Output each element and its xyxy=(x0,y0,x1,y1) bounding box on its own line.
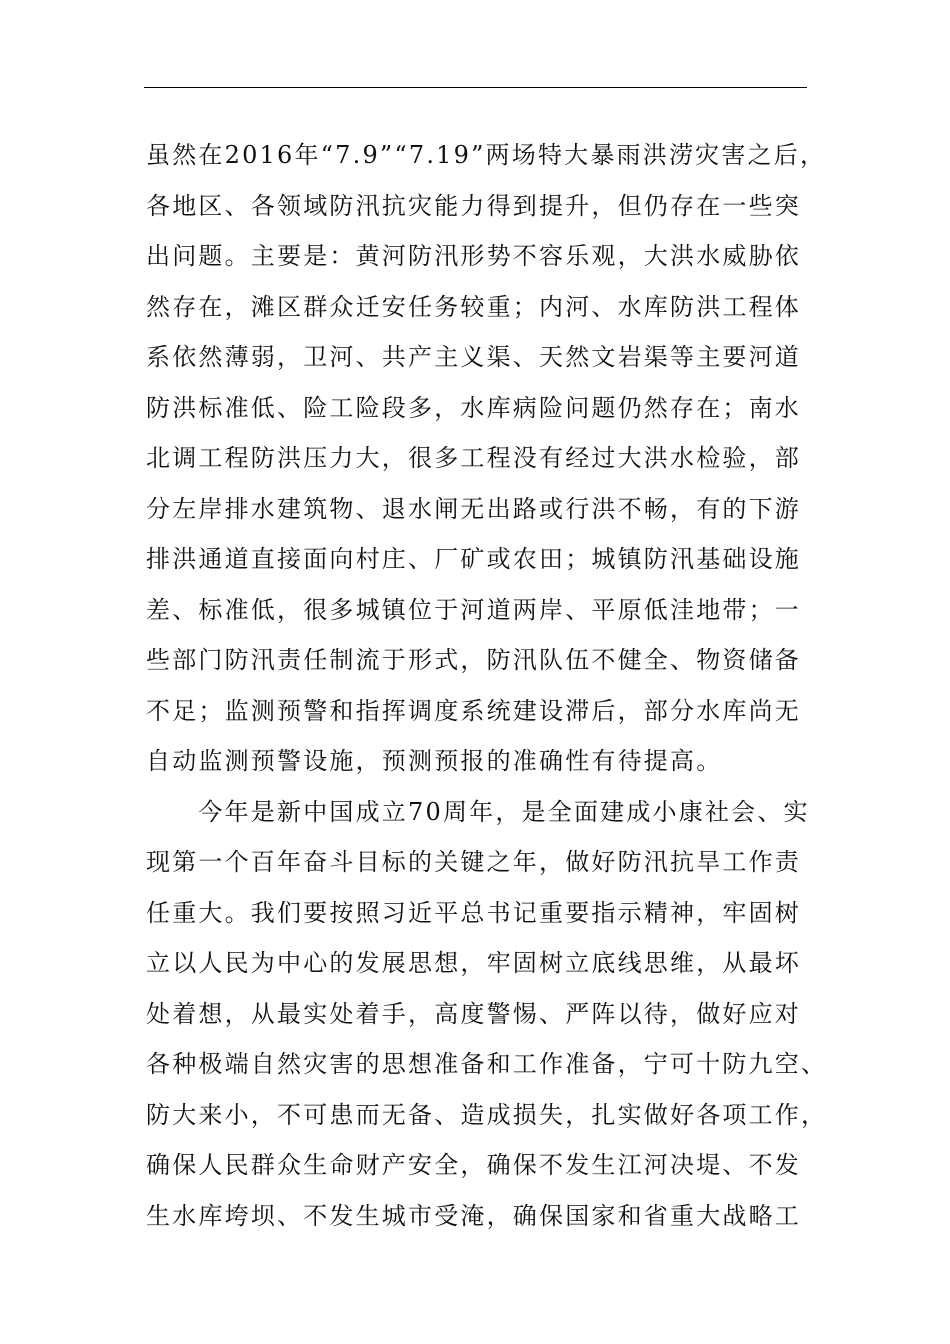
text-line: 分左岸排水建筑物、退水闸无出路或行洪不畅，有的下游 xyxy=(146,494,801,523)
text-line: 不足；监测预警和指挥调度系统建设滞后，部分水库尚无 xyxy=(146,696,801,725)
header-rule xyxy=(144,87,807,88)
text-line: 然存在，滩区群众迁安任务较重；内河、水库防洪工程体 xyxy=(146,292,801,321)
text-line: 立以人民为中心的发展思想，牢固树立底线思维，从最坏 xyxy=(146,949,801,977)
document-body xyxy=(146,130,828,1241)
text-line: 防大来小，不可患而无备、造成损失，扎实做好各项工作， xyxy=(146,1100,828,1129)
text-line: 虽然在2016年“7.9”“7.19”两场特大暴雨洪涝灾害之后， xyxy=(146,141,827,169)
text-line: 各地区、各领域防汛抗灾能力得到提升，但仍存在一些突 xyxy=(146,191,801,220)
text-line: 今年是新中国成立70周年，是全面建成小康社会、实 xyxy=(146,797,810,826)
text-line: 系依然薄弱，卫河、共产主义渠、天然文岩渠等主要河道 xyxy=(146,343,801,371)
text-line: 排洪通道直接面向村庄、厂矿或农田；城镇防汛基础设施 xyxy=(146,545,801,573)
text-line: 差、标准低，很多城镇位于河道两岸、平原低洼地带；一 xyxy=(146,595,801,624)
text-line: 北调工程防洪压力大，很多工程没有经过大洪水检验，部 xyxy=(146,444,801,472)
text-line: 现第一个百年奋斗目标的关键之年，做好防汛抗旱工作责 xyxy=(146,848,801,876)
text-line: 防洪标准低、险工险段多，水库病险问题仍然存在；南水 xyxy=(146,393,801,422)
text-line: 各种极端自然灾害的思想准备和工作准备，宁可十防九空、 xyxy=(146,1050,828,1078)
text-line: 任重大。我们要按照习近平总书记重要指示精神，牢固树 xyxy=(146,898,801,927)
text-line: 生水库垮坝、不发生城市受淹，确保国家和省重大战略工 xyxy=(146,1201,801,1230)
text-line: 处着想，从最实处着手，高度警惕、严阵以待，做好应对 xyxy=(146,999,801,1028)
text-line: 确保人民群众生命财产安全，确保不发生江河决堤、不发 xyxy=(146,1151,801,1179)
text-line: 些部门防汛责任制流于形式，防汛队伍不健全、物资储备 xyxy=(146,646,801,674)
text-line: 自动监测预警设施，预测预报的准确性有待提高。 xyxy=(146,747,723,775)
text-line: 出问题。主要是：黄河防汛形势不容乐观，大洪水威胁依 xyxy=(146,242,801,270)
